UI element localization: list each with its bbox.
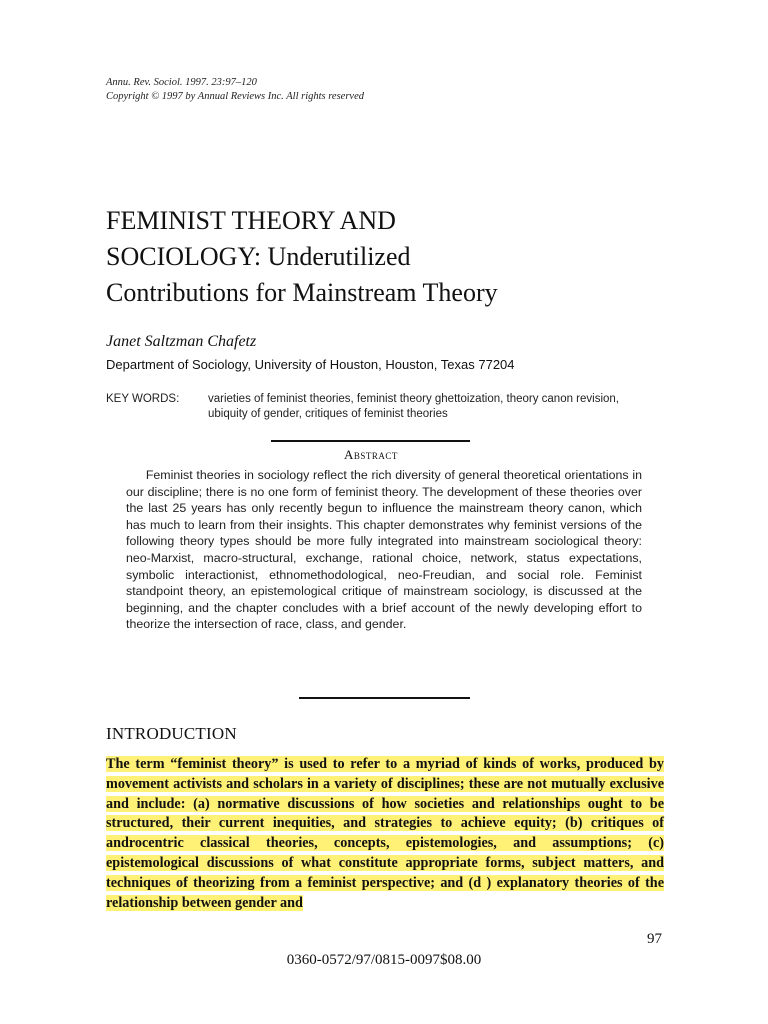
page-number: 97 [647, 931, 662, 947]
title-line-3: Contributions for Mainstream Theory [106, 278, 498, 307]
abstract-heading: Abstract [344, 447, 398, 462]
author-affiliation: Department of Sociology, University of Houston, Houston, Texas 77204 [106, 357, 515, 372]
journal-header [106, 76, 364, 104]
abstract-bottom-rule [299, 697, 470, 699]
author-name: Janet Saltzman Chafetz [106, 333, 257, 350]
title-line-2: SOCIOLOGY: Underutilized [106, 242, 411, 271]
journal-citation: Annu. Rev. Sociol. 1997. 23:97–120 [106, 77, 257, 88]
paper-title [106, 203, 666, 311]
abstract-top-rule [271, 440, 470, 442]
keywords-label: KEY WORDS: [106, 393, 180, 405]
title-line-1: FEMINIST THEORY AND [106, 206, 396, 235]
introduction-body [106, 755, 664, 913]
keywords-text: varieties of feminist theories, feminist theory ghettoization, theory canon revision, ubiquity of gender, critiques of feminist theories [208, 393, 620, 420]
introduction-heading: INTRODUCTION [106, 724, 237, 743]
article-code-text: 0360-0572/97/0815-0097$08.00 [286, 952, 482, 968]
abstract-body: Feminist theories in sociology reflect the rich diversity of general theoretical orientations in our discipline; there is no one form of feminist theory. The development of these theories over the last 25 years has only recently begun to influence the mainstream theory canon, which has much to learn from their insights. This chapter demonstrates why feminist versions of the following theory types should be more fully integrated into mainstream sociological theory: neo-Marxist, macro-structural, exchange, rational choice, network, status expectations, symbolic interactionist, ethnomethodological, neo-Freudian, and social role. Feminist standpoint theory, an epistemological critique of mainstream sociology, is discussed at the beginning, and the chapter concludes with a brief account of the newly developing effort to theorize the intersection of race, class, and gender. [126, 468, 642, 632]
article-code [0, 952, 768, 969]
highlighted-passage[interactable]: The term “feminist theory” is used to refer to a myriad of kinds of works, produced by movement activists and scholars in a variety of disciplines; these are not mutually exclusive and include: (a) normative discussions of how societies and relationships ought to be structured, their current inequities, and strategies to achieve equity; (b) critiques of androcentric classical theories, concepts, epistemologies, and assumptions; (c) epistemological discussions of what constitute appropriate forms, subject matters, and techniques of theorizing from a feminist perspective; and (d ) explanatory theories of the relationship between gender and [106, 756, 664, 911]
copyright-notice: Copyright © 1997 by Annual Reviews Inc. All rights reserved [106, 91, 364, 102]
